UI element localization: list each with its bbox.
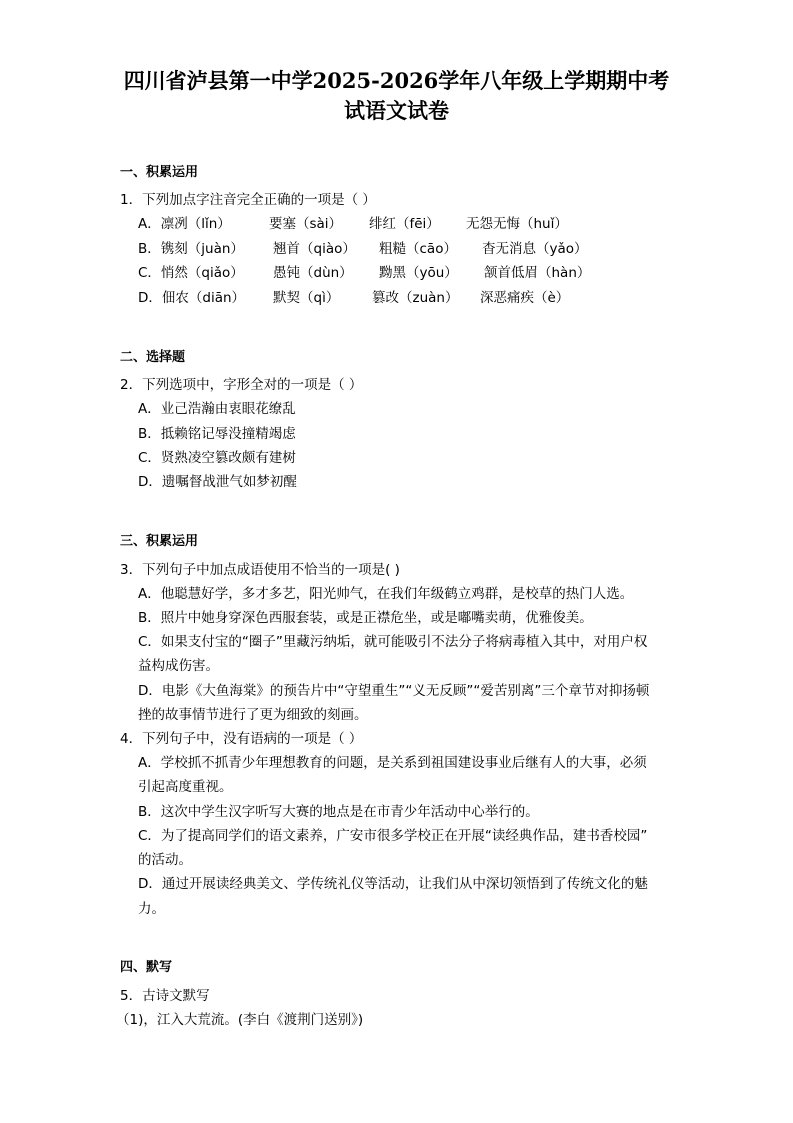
option-b-word-3: 粗糙（cāo） <box>379 241 457 257</box>
option-a-word-3: 绯红（fēi） <box>369 216 440 232</box>
question-3-option-d-cont: 挫的故事情节进行了更为细致的刻画。 <box>138 707 368 723</box>
section-heading: 二、选择题 <box>120 350 186 365</box>
question-3-option-c: C．如果支付宝的“圈子”里藏污纳垢，就可能吸引不法分子将病毒植入其中，对用户权 <box>138 634 648 650</box>
question-2-option-c: C．贤熟凌空篡改颇有建树 <box>138 450 296 466</box>
option-b-word-2: 翘首（qiào） <box>273 241 356 257</box>
question-4-option-d-cont: 力。 <box>138 901 165 917</box>
question-2-option-b: B．抵赖铭记辱没撞精竭虑 <box>138 426 296 442</box>
option-b-word-1: B．镌刻（juàn） <box>138 241 244 257</box>
question-4-option-a-cont: 引起高度重视。 <box>138 779 233 795</box>
question-2-stem: 2．下列选项中，字形全对的一项是（ ） <box>120 377 363 393</box>
option-d-word-2: 默契（qì） <box>273 290 340 306</box>
question-4-option-b: B．这次中学生汉字听写大赛的地点是在市青少年活动中心举行的。 <box>138 804 539 820</box>
option-d-word-3: 篡改（zuàn） <box>372 290 459 306</box>
title-line-1: 四川省泸县第一中学2025-2026学年八年级上学期期中考 <box>123 68 670 93</box>
question-3-option-a: A．他聪慧好学，多才多艺，阳光帅气，在我们年级鹤立鸡群，是校草的热门人选。 <box>138 586 634 602</box>
question-4-option-c: C．为了提高同学们的语文素养，广安市很多学校正在开展“读经典作品，建书香校园” <box>138 828 648 844</box>
option-d-word-1: D．佃农（diān） <box>138 290 246 306</box>
option-b-word-4: 杳无消息（yǎo） <box>482 241 588 257</box>
question-4-option-c-cont: 的活动。 <box>138 852 192 868</box>
option-a-word-1: A．凛冽（lǐn） <box>138 216 231 232</box>
question-5-line-1: （1)，江入大荒流。(李白《渡荆门送别》) <box>116 1012 364 1028</box>
option-c-word-3: 黝黑（yōu） <box>379 265 458 281</box>
title-line-2: 试语文试卷 <box>344 98 449 123</box>
option-c-word-2: 愚钝（dùn） <box>273 265 353 281</box>
section-heading: 一、积累运用 <box>120 165 199 180</box>
question-3-option-b: B．照片中她身穿深色西服套装，或是正襟危坐，或是嘟嘴卖萌，优雅俊美。 <box>138 610 593 626</box>
option-a-word-4: 无怨无悔（huǐ） <box>466 216 568 232</box>
question-2-option-d: D．遗嘱督战泄气如梦初醒 <box>138 474 297 490</box>
option-c-word-4: 颔首低眉（hàn） <box>484 265 591 281</box>
question-4-option-d: D．通过开展读经典美文、学传统礼仪等活动，让我们从中深切领悟到了传统文化的魅 <box>138 876 648 892</box>
option-a-word-2: 要塞（sài） <box>269 216 343 232</box>
exam-title <box>100 66 693 126</box>
question-3-stem: 3．下列句子中加点成语使用不恰当的一项是( ) <box>120 562 400 578</box>
question-3-option-c-cont: 益构成伤害。 <box>138 658 219 674</box>
question-4-option-a: A．学校抓不抓青少年理想教育的问题，是关系到祖国建设事业后继有人的大事，必须 <box>138 755 647 771</box>
option-c-word-1: C．悄然（qiǎo） <box>138 265 244 281</box>
option-d-word-4: 深恶痛疾（è） <box>480 290 570 306</box>
question-4-stem: 4．下列句子中，没有语病的一项是（ ） <box>120 731 363 747</box>
section-heading: 四、默写 <box>120 960 173 975</box>
question-5-stem: 5．古诗文默写 <box>120 988 210 1004</box>
section-heading: 三、积累运用 <box>120 534 199 549</box>
question-1-stem: 1．下列加点字注音完全正确的一项是（ ） <box>120 192 376 208</box>
question-2-option-a: A．业己浩瀚由衷眼花缭乱 <box>138 401 296 417</box>
question-3-option-d: D．电影《大鱼海棠》的预告片中“守望重生”“义无反顾”“爱苦别离”三个章节对抑扬顿 <box>138 683 650 699</box>
